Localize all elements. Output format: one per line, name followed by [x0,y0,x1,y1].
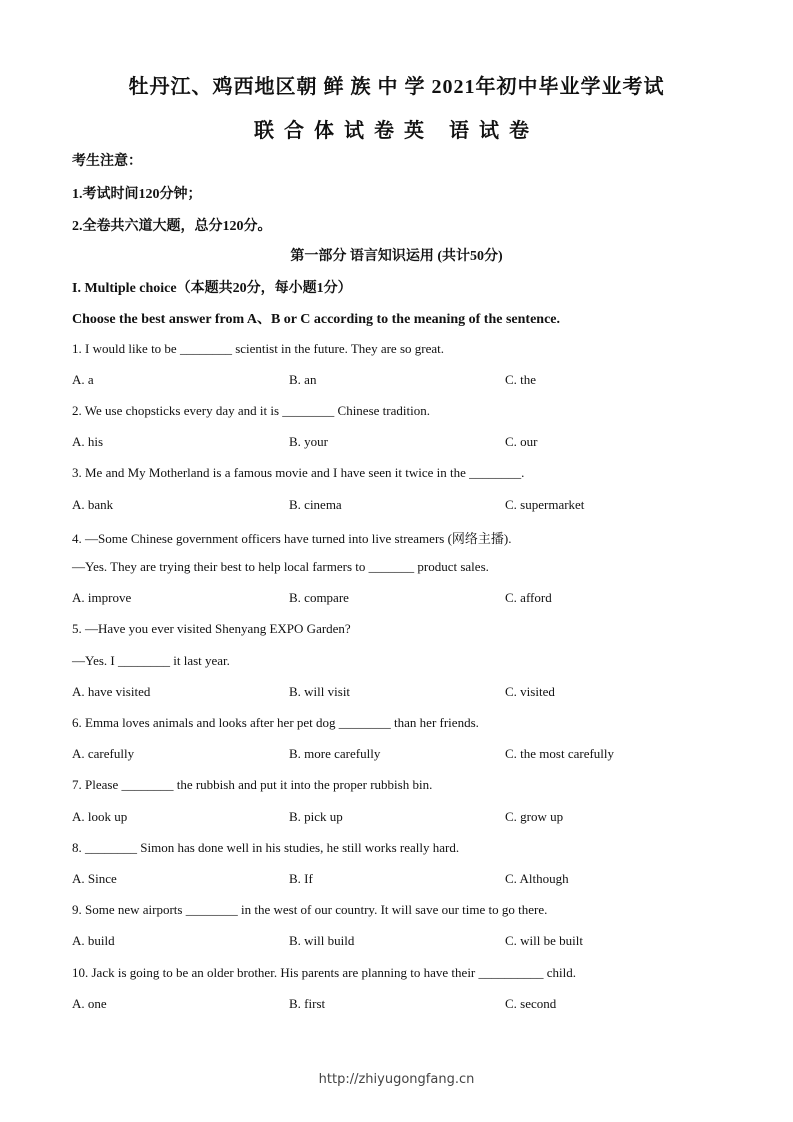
option-b: B. If [289,871,313,886]
option-c: C. Although [505,871,569,886]
option-a: A. bank [72,497,114,512]
option-a: A. carefully [72,746,135,761]
option-b: B. an [289,372,317,387]
question-text: 9. Some new airports ________ in the west of our country. It will save our time to go there. [72,902,548,917]
option-c: C. our [505,434,538,449]
notes-heading: 考生注意： [72,154,142,169]
option-b: B. pick up [289,809,343,824]
option-a: A. Since [72,871,117,886]
question-text: 4. —Some Chinese government officers have turned into live streamers (网络主播). [72,531,512,546]
option-c: C. afford [505,590,552,605]
exam-title-line1: 牡丹江、鸡西地区朝 鲜 族 中 学 2021年初中毕业学业考试 [128,76,665,98]
option-c: C. the [505,372,537,387]
question-text: —Yes. I ________ it last year. [72,653,230,668]
footer-url[interactable]: http://zhiyugongfang.cn [318,1072,475,1087]
option-a: A. one [72,996,107,1011]
question-text: 1. I would like to be ________ scientist in the future. They are so great. [72,341,444,356]
option-a: A. improve [72,590,132,605]
option-a: A. a [72,372,94,387]
option-b: B. first [289,996,326,1011]
option-b: B. more carefully [289,746,381,761]
option-c: C. will be built [505,933,583,948]
option-c: C. the most carefully [505,746,615,761]
section-title: I. Multiple choice（本题共20分，每小题1分） [72,281,352,296]
note-item: 1.考试时间120分钟； [72,187,202,202]
option-b: B. will visit [289,684,351,699]
option-c: C. grow up [505,809,564,824]
exam-title-line2: 联合体试卷英 语试卷 [254,120,539,142]
option-b: B. cinema [289,497,342,512]
part-title: 第一部分 语言知识运用 (共计50分) [290,249,503,264]
option-a: A. have visited [72,684,151,699]
question-text: 10. Jack is going to be an older brother. His parents are planning to have their __________ child. [72,965,576,980]
option-a: A. look up [72,809,128,824]
option-c: C. supermarket [505,497,585,512]
option-c: C. second [505,996,557,1011]
option-a: A. build [72,933,115,948]
question-text: 7. Please ________ the rubbish and put it into the proper rubbish bin. [72,777,433,792]
question-text: 8. ________ Simon has done well in his studies, he still works really hard. [72,840,460,855]
question-text: 5. —Have you ever visited Shenyang EXPO Garden? [72,621,351,636]
option-b: B. your [289,434,328,449]
option-b: B. will build [289,933,355,948]
question-text: 6. Emma loves animals and looks after her pet dog ________ than her friends. [72,715,479,730]
section-instruction: Choose the best answer from A、B or C according to the meaning of the sentence. [72,312,561,327]
option-c: C. visited [505,684,555,699]
option-a: A. his [72,434,104,449]
note-item: 2.全卷共六道大题，总分120分。 [72,219,272,234]
question-text: 2. We use chopsticks every day and it is ________ Chinese tradition. [72,403,430,418]
question-text: 3. Me and My Motherland is a famous movie and I have seen it twice in the ________. [72,465,525,480]
question-text: —Yes. They are trying their best to help local farmers to _______ product sales. [72,559,489,574]
option-b: B. compare [289,590,349,605]
